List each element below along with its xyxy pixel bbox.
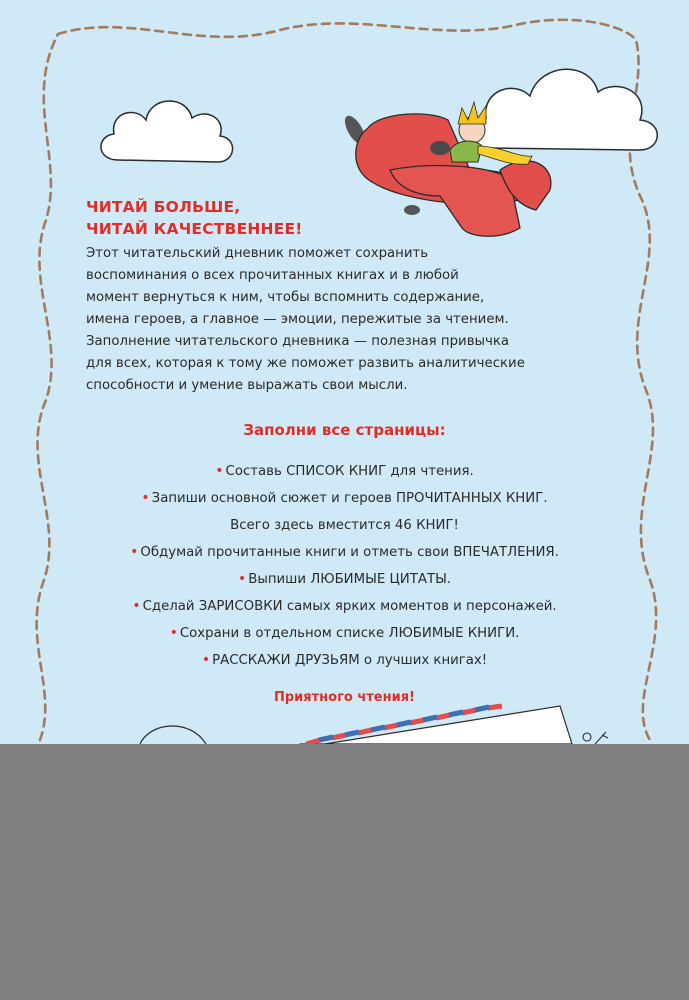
bullet-icon: • — [130, 544, 139, 560]
bullet-icon: • — [132, 598, 141, 614]
main-heading — [86, 196, 303, 240]
task-item — [0, 566, 689, 593]
intro-line: имена героев, а главное — эмоции, пережитые за чтением. — [86, 312, 509, 327]
intro-line: воспоминания о всех прочитанных книгах и в любой — [86, 268, 459, 283]
task-text: Выпиши ЛЮБИМЫЕ ЦИТАТЫ. — [248, 572, 452, 587]
sketch-left-icon — [140, 726, 206, 744]
bullet-icon: • — [169, 625, 178, 641]
task-item — [0, 647, 689, 674]
intro-line: способности и умение выражать свои мысли. — [86, 378, 408, 393]
cloud-left-icon — [101, 101, 233, 162]
task-item — [0, 539, 689, 566]
task-text: Запиши основной сюжет и героев ПРОЧИТАННЫХ КНИГ. — [151, 491, 548, 506]
closing-text: Приятного чтения! — [274, 690, 415, 705]
task-item-continuation — [0, 512, 689, 539]
cloud-right-icon — [468, 69, 657, 150]
task-list — [0, 458, 689, 674]
task-text: Сделай ЗАРИСОВКИ самых ярких моментов и персонажей. — [142, 599, 557, 614]
envelope-icon — [300, 706, 572, 748]
task-item — [0, 458, 689, 485]
task-text: Всего здесь вместится 46 КНИГ! — [230, 518, 459, 533]
task-text: Составь СПИСОК КНИГ для чтения. — [225, 464, 474, 479]
task-text: Сохрани в отдельном списке ЛЮБИМЫЕ КНИГИ. — [179, 626, 520, 641]
task-text: Обдумай прочитанные книги и отметь свои ВПЕЧАТЛЕНИЯ. — [140, 545, 559, 560]
heading-line-2: ЧИТАЙ КАЧЕСТВЕННЕЕ! — [86, 220, 303, 238]
intro-line: Заполнение читательского дневника — полезная привычка — [86, 334, 510, 349]
intro-paragraph — [86, 243, 616, 397]
intro-line: Этот читательский дневник поможет сохранить — [86, 246, 429, 261]
task-item — [0, 620, 689, 647]
gray-overlay — [0, 744, 689, 1000]
heading-line-1: ЧИТАЙ БОЛЬШЕ, — [86, 198, 241, 216]
bullet-icon: • — [237, 571, 247, 587]
fill-pages-title: Заполни все страницы: — [243, 421, 446, 439]
task-item — [0, 593, 689, 620]
bullet-icon: • — [201, 652, 211, 668]
task-text: РАССКАЖИ ДРУЗЬЯМ о лучших книгах! — [212, 653, 488, 668]
intro-line: для всех, которая к тому же поможет развить аналитические — [86, 356, 525, 371]
intro-line: момент вернуться к ним, чтобы вспомнить содержание, — [86, 290, 485, 305]
bullet-icon: • — [141, 490, 150, 506]
bullet-icon: • — [215, 463, 224, 479]
flower-icon — [583, 732, 608, 744]
task-item — [0, 485, 689, 512]
